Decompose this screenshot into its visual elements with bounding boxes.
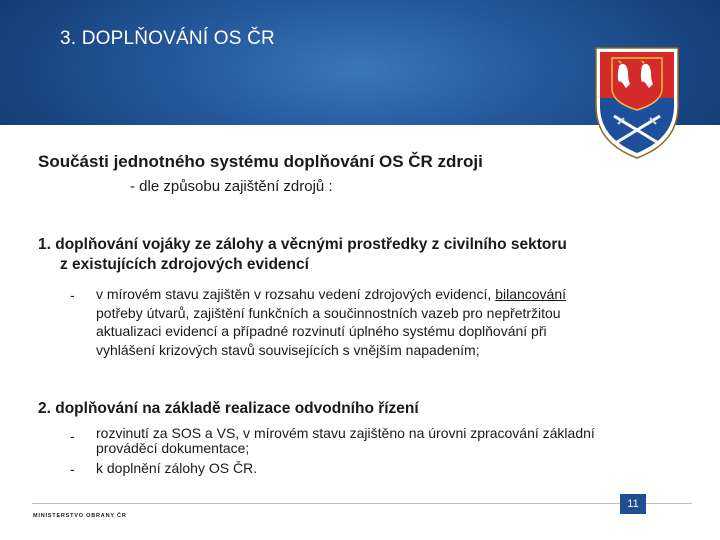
item1-title-line1: 1. doplňování vojáky ze zálohy a věcnými prostředky z civilního sektoru [38, 236, 567, 253]
page-number-badge: 11 [620, 494, 646, 514]
section-heading: Součásti jednotného systému doplňování OS ČR zdroji [38, 152, 483, 171]
item2-bullet1-line2: prováděcí dokumentace; [96, 440, 250, 456]
item1-bullet-line3: aktualizaci evidencí a případné rozvinutí úplného systému doplňování při [96, 323, 547, 339]
item2-bullet1-line1: rozvinutí za SOS a VS, v mírovém stavu zajištěno na úrovni zpracování základní [96, 425, 595, 441]
footer-organization: MINISTERSTVO OBRANY ČR [33, 513, 127, 519]
item2-bullet1-text [96, 426, 595, 456]
section-subheading: - dle způsobu zajištění zdrojů : [130, 178, 333, 195]
item1-title-line2: z existujících zdrojových evidencí [60, 256, 309, 273]
item2-bullet1-dash: - [70, 428, 75, 444]
item2-bullet2-text: k doplnění zálohy OS ČR. [96, 460, 258, 476]
item1-bullet-line2: potřeby útvarů, zajištění funkčních a součinnostních vazeb pro nepřetržitou [96, 304, 561, 321]
item2-bullet2-dash: - [70, 461, 75, 477]
item1-bullet-text [96, 285, 566, 359]
item1-title [38, 235, 567, 275]
slide-title: 3. DOPLŇOVÁNÍ OS ČR [60, 28, 275, 49]
item1-bullet-line1 [96, 285, 566, 304]
item1-bullet-dash: - [70, 287, 75, 303]
underlined-word: bilancování [495, 286, 567, 302]
item1-bullet-line1-text: v mírovém stavu zajištěn v rozsahu vedení zdrojových evidencí, [96, 286, 496, 302]
item1-bullet-line4: vyhlášení krizových stavů souvisejících s vnějším napadením; [96, 341, 480, 358]
footer-divider [32, 503, 692, 504]
item2-title: 2. doplňování na základě realizace odvodního řízení [38, 400, 419, 417]
army-coat-of-arms-icon [592, 44, 682, 160]
